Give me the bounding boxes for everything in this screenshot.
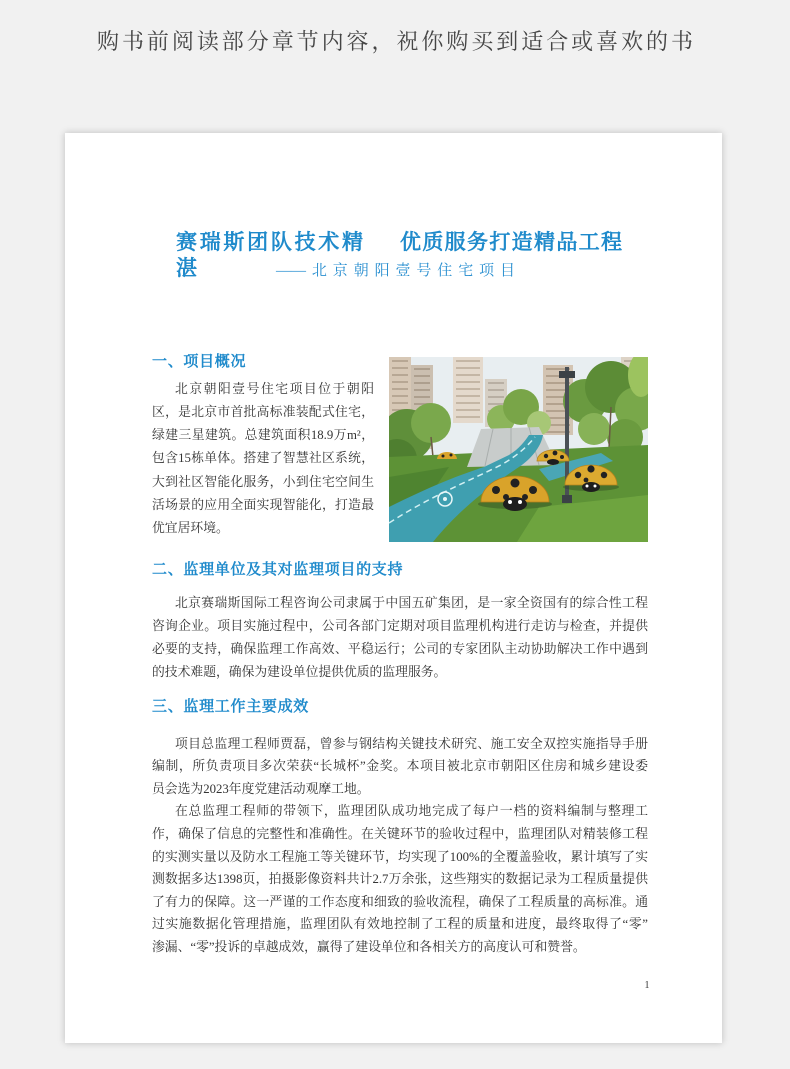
text-line: 的实测实量以及防水工程施工等关键环节，均实现了100%的全覆盖验收，累计填写了实 <box>152 849 648 864</box>
page-number: 1 <box>644 980 650 991</box>
section-heading: 一、项目概况 <box>152 353 247 370</box>
text-line: 作，确保了信息的完整性和准确性。在关键环节的验收过程中，监理团队对精装修工程 <box>152 827 648 842</box>
text-line: 了有力的保障。这一严谨的工作态度和细致的验收流程，确保了工程质量的高标准。通 <box>152 894 648 909</box>
section-heading: 二、监理单位及其对监理项目的支持 <box>152 561 404 578</box>
text-line: 北京赛瑞斯国际工程咨询公司隶属于中国五矿集团，是一家全资国有的综合性工程 <box>175 595 648 610</box>
text-line: 编制，所负责项目多次荣获“长城杯”金奖。本项目被北京市朝阳区住房和城乡建设委 <box>152 759 648 774</box>
text-line: 项目总监理工程师贾磊，曾参与钢结构关键技术研究、施工安全双控实施指导手册 <box>175 736 648 751</box>
text-line: 活场景的应用全面实现智能化，打造最 <box>152 498 374 513</box>
text-line: 员会选为2023年度党建活动观摩工地。 <box>152 781 370 796</box>
text-line: 在总监理工程师的带领下，监理团队成功地完成了每户一档的资料编制与整理工 <box>175 804 648 819</box>
text-line: 渗漏、“零”投诉的卓越成效，赢得了建设单位和各相关方的高度认可和赞誉。 <box>152 940 586 955</box>
text-line: 大到社区智能化服务，小到住宅空间生 <box>152 474 374 489</box>
text-line: 的技术难题，确保为建设单位提供优质的监理服务。 <box>152 664 447 679</box>
section-heading: 三、监理工作主要成效 <box>152 698 310 715</box>
preview-notice: 购书前阅读部分章节内容，祝你购买到适合或喜欢的书 <box>97 29 693 54</box>
text-line: 区，是北京市首批高标准装配式住宅， <box>152 404 374 419</box>
text-line: 过实施数据化管理措施，监理团队有效地控制了工程的质量和进度，最终取得了“零” <box>152 917 648 932</box>
page-title-part: 优质服务打造精品工程 <box>400 231 622 254</box>
paragraph <box>152 592 648 684</box>
text-line: 优宜居环境。 <box>152 521 229 536</box>
paragraph-group <box>152 733 648 959</box>
text-line: 测数据多达1398页，拍摄影像资料共计2.7万余张，这些翔实的数据记录为工程质量提供 <box>152 872 648 887</box>
playground-photo-illustration <box>389 357 648 542</box>
playground-photo <box>389 357 648 542</box>
text-line: 北京朝阳壹号住宅项目位于朝阳 <box>175 381 374 396</box>
document-page <box>65 133 722 1043</box>
text-line: 包含15栋单体。搭建了智慧社区系统， <box>152 451 374 466</box>
page-subtitle: ——北京朝阳壹号住宅项目 <box>276 263 515 279</box>
text-line: 绿建三星建筑。总建筑面积18.9万m²， <box>152 428 374 443</box>
paragraph <box>152 378 374 541</box>
text-line: 必要的支持，确保监理工作高效、平稳运行；公司的专家团队主动协助解决工作中遇到 <box>152 641 648 656</box>
page-title-part: 赛瑞斯团队技术精湛 <box>176 231 363 280</box>
text-line: 咨询企业。项目实施过程中，公司各部门定期对项目监理机构进行走访与检查，并提供 <box>152 618 648 633</box>
